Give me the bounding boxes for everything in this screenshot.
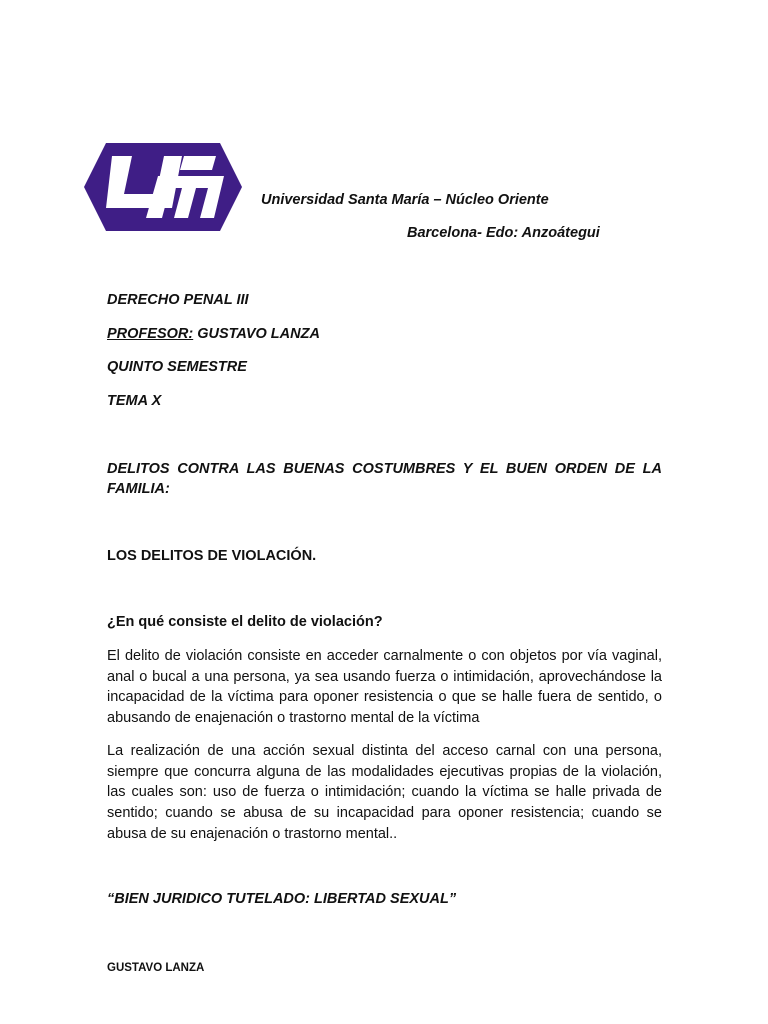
professor-name: GUSTAVO LANZA	[193, 326, 320, 342]
professor-line	[107, 326, 320, 342]
course-subject: DERECHO PENAL III	[107, 292, 249, 308]
professor-label: PROFESOR:	[107, 326, 194, 342]
question-heading: ¿En qué consiste el delito de violación?	[107, 614, 383, 630]
section-title: DELITOS CONTRA LAS BUENAS COSTUMBRES Y EL BUEN ORDEN DE LA FAMILIA:	[107, 461, 662, 497]
university-name: Universidad Santa María – Núcleo Oriente	[261, 192, 549, 208]
paragraph-2: La realización de una acción sexual distinta del acceso carnal con una persona, siempre que concurra alguna de las modalidades ejecutivas propias de la violación, las cuales son: uso de fuerza o intimidación; cuando la víctima se halle privada de sentido; cuando se abusa de su incapacidad para oponer resistencia; cuando se abusa de su enajenación o trastorno mental..	[107, 743, 662, 842]
subsection-title: LOS DELITOS DE VIOLACIÓN.	[107, 548, 317, 564]
course-topic: TEMA X	[107, 393, 162, 409]
logo-letter-m	[146, 176, 224, 218]
legal-good-quote: “BIEN JURIDICO TUTELADO: LIBERTAD SEXUAL”	[107, 891, 457, 907]
footer-author: GUSTAVO LANZA	[107, 962, 205, 974]
course-semester: QUINTO SEMESTRE	[107, 359, 247, 375]
university-city: Barcelona- Edo: Anzoátegui	[407, 225, 600, 241]
logo-letter-s	[180, 156, 216, 170]
paragraph-1: El delito de violación consiste en acceder carnalmente o con objetos por vía vaginal, anal o bucal a una persona, ya sea usando fuerza o intimidación, aprovechándose la incapacidad de la víctima para oponer resistencia o que se halle fuera de sentido, o abusando de enajenación o trastorno mental de la víctima	[107, 648, 662, 727]
university-logo	[84, 142, 242, 232]
